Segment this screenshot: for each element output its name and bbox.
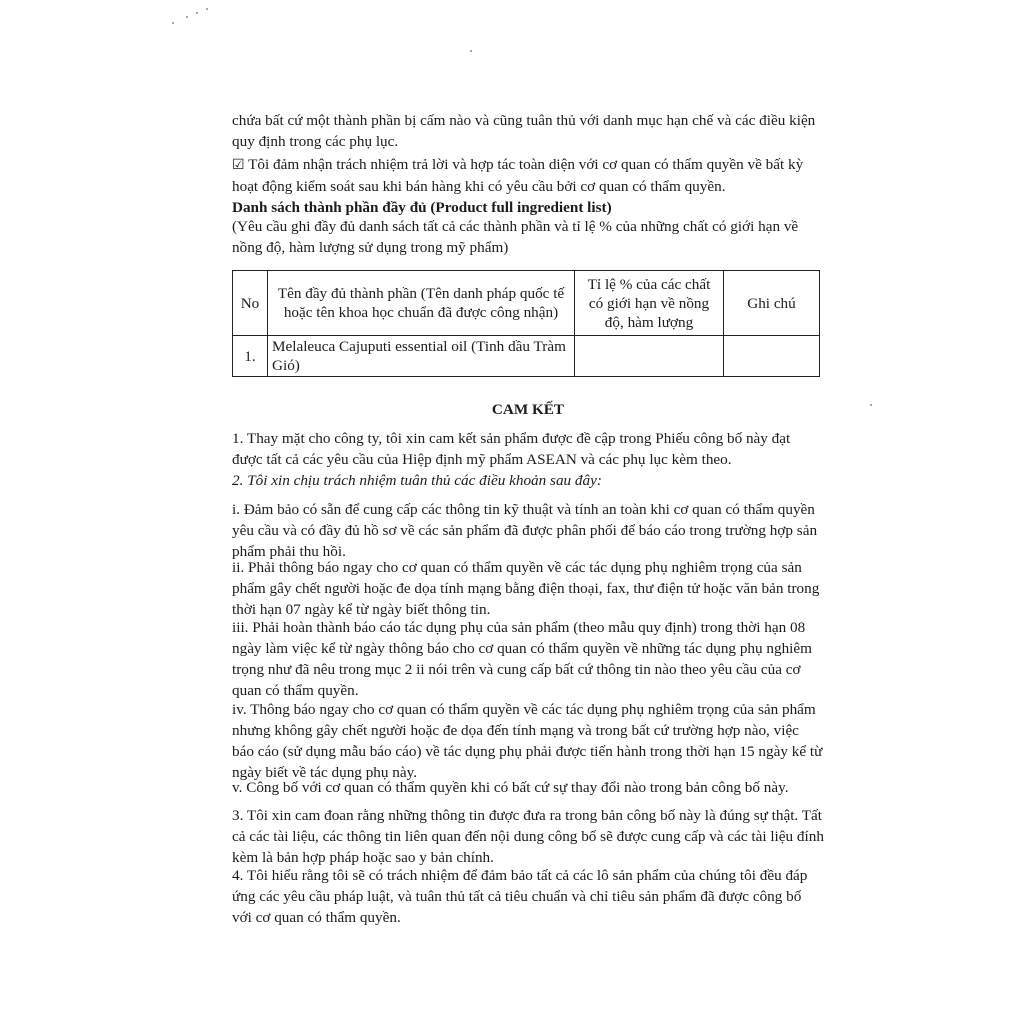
header-no: No xyxy=(233,271,268,336)
table-header-row xyxy=(233,271,820,336)
header-ingredient-name: Tên đầy đủ thành phần (Tên danh pháp quốc tế hoặc tên khoa học chuẩn đã được công nhận) xyxy=(268,271,575,336)
commitment-item: i. Đảm bảo có sẵn để cung cấp các thông tin kỹ thuật và tính an toàn khi cơ quan có thẩm quyền yêu cầu và có đầy đủ hồ sơ về các sản phẩm đã được phân phối để báo cáo trong trường hợp sản phẩm phải thu hồi. xyxy=(232,501,818,560)
responsibility-text: Tôi đảm nhận trách nhiệm trả lời và hợp tác toàn diện với cơ quan có thẩm quyền về bất kỳ hoạt động kiểm soát sau khi bán hàng khi có yêu cầu bởi cơ quan có thẩm quyền. xyxy=(232,156,804,195)
scan-speck xyxy=(172,22,174,24)
ingredient-list-title: Danh sách thành phần đầy đủ (Product full ingredient list) xyxy=(232,199,612,216)
commitment-item: 2. Tôi xin chịu trách nhiệm tuân thủ các điều khoản sau đây: xyxy=(232,472,602,489)
cell-no: 1. xyxy=(233,336,268,377)
commitment-item: ii. Phải thông báo ngay cho cơ quan có thẩm quyền về các tác dụng phụ nghiêm trọng của sản phẩm gây chết người hoặc đe dọa tính mạng bằng điện thoại, fax, thư điện tử hoặc văn bản trong thời hạn 07 ngày kể từ ngày biết thông tin. xyxy=(232,559,820,618)
cell-ratio xyxy=(575,336,724,377)
commitment-item: 4. Tôi hiểu rằng tôi sẽ có trách nhiệm để đảm bảo tất cả các lô sản phẩm của chúng tôi đều đáp ứng các yêu cầu pháp luật, và tuân thủ tất cả tiêu chuẩn và chỉ tiêu sản phẩm đã được công bố với cơ quan có thẩm quyền. xyxy=(232,867,808,926)
scan-speck xyxy=(470,50,472,52)
commitment-item: 1. Thay mặt cho công ty, tôi xin cam kết sản phẩm được đề cập trong Phiếu công bố này đạt được tất cả các yêu cầu của Hiệp định mỹ phẩm ASEAN và các phụ lục kèm theo. xyxy=(232,430,791,468)
checkbox-checked-icon: ☑ xyxy=(232,157,245,173)
responsibility-paragraph xyxy=(232,154,824,197)
table-row xyxy=(233,336,820,377)
cell-note xyxy=(724,336,820,377)
intro-paragraph: chứa bất cứ một thành phần bị cấm nào và cũng tuân thủ với danh mục hạn chế và các điều kiện quy định trong các phụ lục. xyxy=(232,112,816,150)
scan-speck xyxy=(870,404,872,406)
commitment-heading: CAM KẾT xyxy=(491,401,565,418)
ingredient-list-subtitle: (Yêu cầu ghi đầy đủ danh sách tất cả các thành phần và tỉ lệ % của những chất có giới hạn về nồng độ, hàm lượng sử dụng trong mỹ phẩm) xyxy=(232,218,799,256)
scan-speck xyxy=(196,12,198,14)
header-note: Ghi chú xyxy=(724,271,820,336)
scan-speck xyxy=(186,16,188,18)
commitment-item: iii. Phải hoàn thành báo cáo tác dụng phụ của sản phẩm (theo mẫu quy định) trong thời hạn 08 ngày làm việc kể từ ngày thông báo cho cơ quan có thẩm quyền về những tác dụng phụ nghiêm trọng như đã nêu trong mục 2 ii nói trên và cung cấp bất cứ thông tin nào theo yêu cầu của cơ quan có thẩm quyền. xyxy=(232,619,812,699)
commitment-item: iv. Thông báo ngay cho cơ quan có thẩm quyền về các tác dụng phụ nghiêm trọng của sản phẩm nhưng không gây chết người hoặc đe dọa đến tính mạng và trong bất cứ trường hợp nào, việc báo cáo (sử dụng mẫu báo cáo) về tác dụng phụ phải được tiến hành trong thời hạn 15 ngày kể từ ngày biết về tác dụng phụ này. xyxy=(232,701,823,781)
ingredient-table xyxy=(232,270,820,377)
cell-ingredient-name: Melaleuca Cajuputi essential oil (Tinh dầu Tràm Gió) xyxy=(268,336,575,377)
commitment-item: 3. Tôi xin cam đoan rằng những thông tin được đưa ra trong bản công bố này là đúng sự thật. Tất cả các tài liệu, các thông tin liên quan đến nội dung công bố sẽ được cung cấp và các tài liệu đính kèm là bản hợp pháp hoặc sao y bản chính. xyxy=(232,807,824,866)
header-ratio: Tỉ lệ % của các chất có giới hạn về nồng độ, hàm lượng xyxy=(575,271,724,336)
scan-speck xyxy=(206,8,208,10)
commitment-item: v. Công bố với cơ quan có thẩm quyền khi có bất cứ sự thay đổi nào trong bản công bố này. xyxy=(232,779,789,796)
